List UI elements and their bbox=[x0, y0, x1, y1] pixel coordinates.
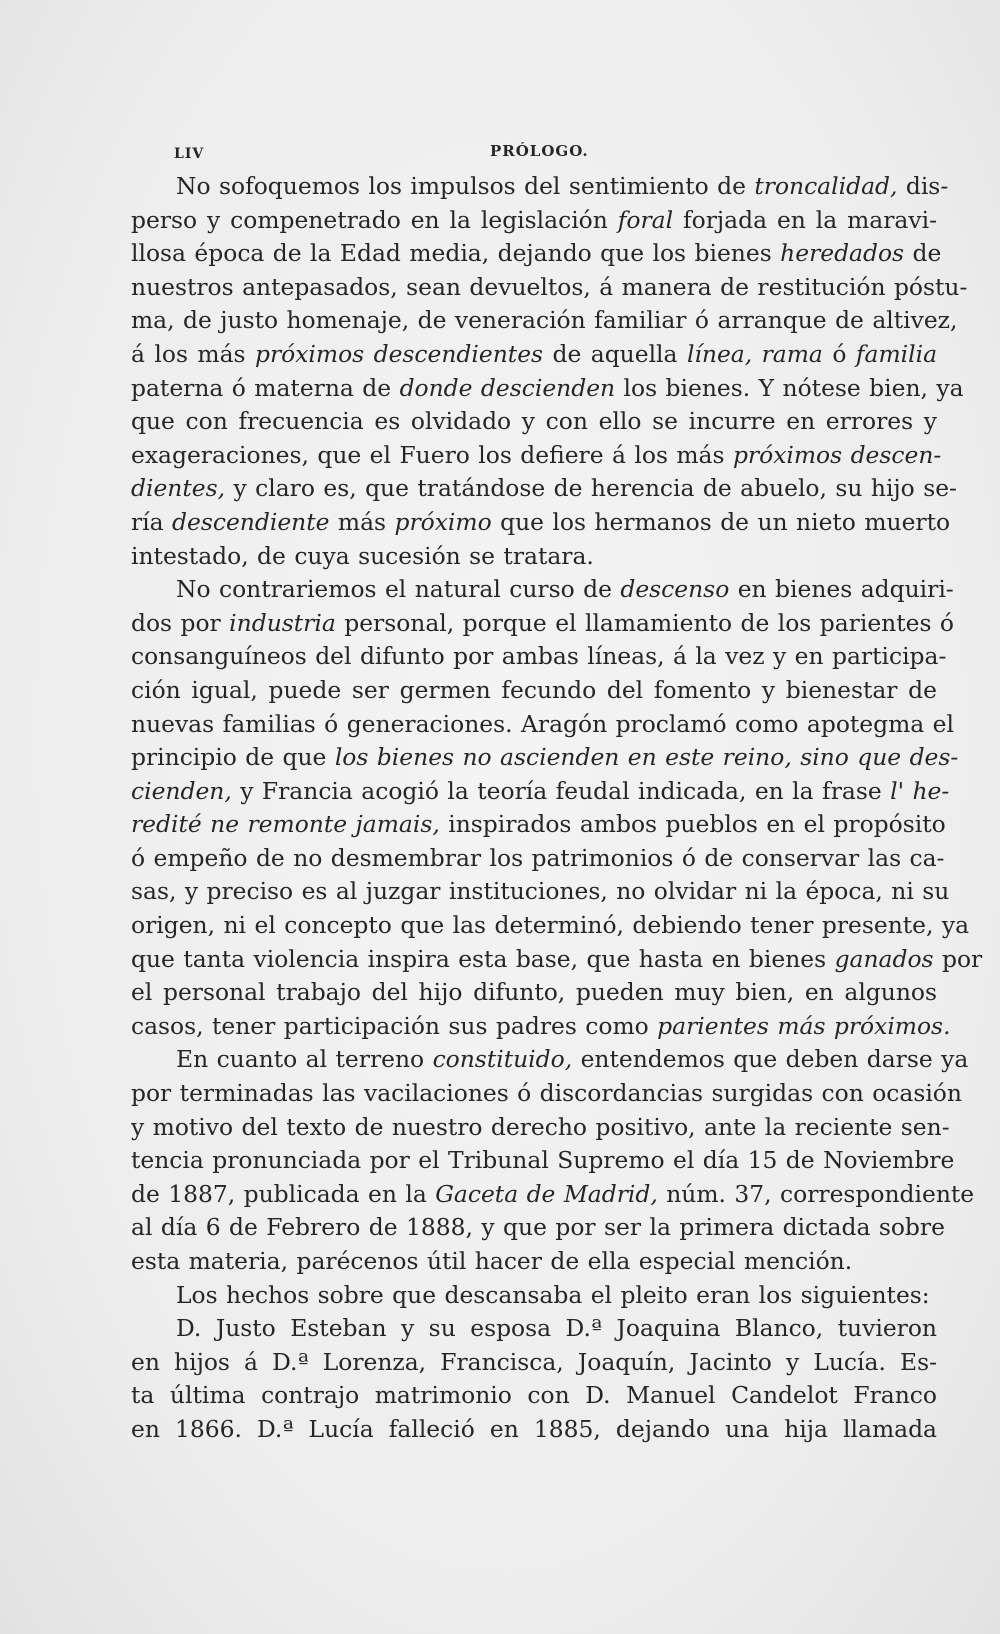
text-span: casos, tener participación sus padres como bbox=[131, 1011, 658, 1040]
italic-span: familia bbox=[855, 339, 938, 368]
text-span: que tanta violencia inspira esta base, que hasta en bienes bbox=[131, 944, 835, 973]
italic-span: próximos descen- bbox=[732, 440, 942, 469]
text-span: nuestros antepasados, sean devueltos, á manera de restitución póstu- bbox=[131, 272, 968, 301]
text-span: ma, de justo homenaje, de veneración familiar ó arranque de altivez, bbox=[131, 306, 958, 335]
body-text bbox=[131, 170, 983, 1447]
text-span: ta última contrajo matrimonio con D. Manuel Candelot Franco bbox=[131, 1381, 937, 1410]
text-line bbox=[131, 1077, 962, 1111]
text-line bbox=[131, 506, 951, 540]
text-span: y motivo del texto de nuestro derecho positivo, ante la reciente sen- bbox=[131, 1112, 950, 1141]
text-line bbox=[131, 1111, 950, 1145]
text-span: En cuanto al terreno bbox=[176, 1045, 433, 1074]
text-span: de bbox=[904, 239, 942, 268]
italic-span: foral bbox=[617, 205, 674, 234]
text-span: á los más bbox=[131, 339, 255, 368]
text-span: dos por bbox=[131, 608, 230, 637]
italic-span: descenso bbox=[620, 575, 730, 604]
text-line bbox=[131, 540, 937, 574]
text-span: de aquella bbox=[543, 339, 687, 368]
text-span: nuevas familias ó generaciones. Aragón proclamó como apotegma el bbox=[131, 709, 955, 738]
text-span: inspirados ambos pueblos en el propósito bbox=[439, 810, 946, 839]
running-head: PRÓLOGO. bbox=[490, 142, 589, 160]
text-line bbox=[131, 405, 937, 439]
text-line bbox=[131, 573, 954, 607]
text-line bbox=[131, 1043, 969, 1077]
text-line bbox=[131, 909, 970, 943]
text-span: y claro es, que tratándose de herencia de abuelo, su hijo se- bbox=[225, 474, 957, 503]
text-span: ría bbox=[131, 507, 173, 536]
text-span: ó bbox=[822, 339, 856, 368]
text-span: dis- bbox=[897, 172, 949, 200]
italic-span: troncalidad, bbox=[754, 172, 898, 200]
text-span: ción igual, puede ser germen fecundo del fomento y bienestar de bbox=[131, 675, 937, 704]
text-span: que los hermanos de un nieto muerto bbox=[491, 507, 951, 536]
text-line bbox=[131, 170, 949, 204]
text-span: en bienes adquiri- bbox=[729, 575, 954, 604]
text-span: esta materia, parécenos útil hacer de ella especial mención. bbox=[131, 1247, 853, 1275]
italic-span: próximos descendientes bbox=[254, 339, 544, 368]
text-line bbox=[131, 1413, 937, 1447]
italic-span: próximo bbox=[394, 507, 492, 536]
text-line bbox=[131, 1346, 937, 1380]
text-span: que con frecuencia es olvidado y con ello se incurre en errores y bbox=[131, 407, 937, 436]
text-span: en hijos á D.ª Lorenza, Francisca, Joaquín, Jacinto y Lucía. Es- bbox=[131, 1347, 937, 1376]
text-line bbox=[131, 439, 942, 473]
text-line bbox=[131, 842, 945, 876]
text-span: forjada en la maravi- bbox=[673, 205, 937, 234]
text-line bbox=[131, 1312, 937, 1346]
text-line bbox=[131, 1010, 951, 1044]
text-span: exageraciones, que el Fuero los defiere á los más bbox=[131, 440, 733, 469]
text-span: personal, porque el llamamiento de los parientes ó bbox=[335, 608, 954, 637]
text-line bbox=[131, 1245, 937, 1279]
page-number: LIV bbox=[174, 146, 205, 162]
text-line bbox=[131, 204, 937, 238]
text-line bbox=[131, 1144, 955, 1178]
text-span: entendemos que deben darse ya bbox=[572, 1045, 969, 1074]
text-line bbox=[131, 808, 946, 842]
italic-span: redité ne remonte jamais, bbox=[131, 810, 440, 839]
text-line bbox=[131, 741, 959, 775]
text-span: origen, ni el concepto que las determinó, debiendo tener presente, ya bbox=[131, 911, 970, 940]
text-span: por terminadas las vacilaciones ó discordancias surgidas con ocasión bbox=[131, 1079, 962, 1108]
italic-span: industria bbox=[229, 608, 336, 637]
italic-span: línea, rama bbox=[686, 339, 823, 368]
italic-span: cienden, bbox=[131, 776, 232, 805]
text-span: intestado, de cuya sucesión se tratara. bbox=[131, 541, 594, 570]
text-span: al día 6 de Febrero de 1888, y que por ser la primera dictada sobre bbox=[131, 1213, 945, 1242]
italic-span: l' he- bbox=[890, 776, 950, 805]
text-line bbox=[131, 640, 947, 674]
text-span: llosa época de la Edad media, dejando que los bienes bbox=[131, 239, 781, 268]
text-span: paterna ó materna de bbox=[131, 373, 400, 402]
text-span: en 1866. D.ª Lucía falleció en 1885, dejando una hija llamada bbox=[131, 1414, 937, 1443]
text-span: No contrariemos el natural curso de bbox=[176, 575, 621, 604]
text-span: perso y compenetrado en la legislación bbox=[131, 205, 618, 234]
text-span: el personal trabajo del hijo difunto, pueden muy bien, en algunos bbox=[131, 978, 937, 1007]
text-line bbox=[131, 607, 954, 641]
text-line bbox=[131, 976, 937, 1010]
text-line bbox=[131, 1211, 945, 1245]
italic-span: parientes más próximos. bbox=[657, 1011, 951, 1040]
page-header bbox=[140, 136, 940, 166]
text-span: No sofoquemos los impulsos del sentimiento de bbox=[176, 172, 755, 200]
italic-span: donde descienden bbox=[399, 373, 616, 402]
italic-span: ganados bbox=[834, 944, 934, 973]
text-span: de 1887, publicada en la bbox=[131, 1179, 436, 1208]
text-span: por bbox=[933, 944, 983, 973]
text-span: ó empeño de no desmembrar los patrimonios ó de conservar las ca- bbox=[131, 843, 945, 872]
text-span: D. Justo Esteban y su esposa D.ª Joaquina Blanco, tuvieron bbox=[176, 1314, 937, 1343]
italic-span: heredados bbox=[780, 239, 905, 268]
text-line bbox=[131, 237, 942, 271]
text-line bbox=[131, 1178, 975, 1212]
text-span: los bienes. Y nótese bien, ya bbox=[615, 373, 964, 402]
text-span: más bbox=[329, 507, 395, 536]
text-line bbox=[131, 674, 937, 708]
text-line bbox=[131, 271, 968, 305]
text-span: sas, y preciso es al juzgar instituciones, no olvidar ni la época, ni su bbox=[131, 877, 950, 906]
italic-span: dientes, bbox=[131, 474, 226, 503]
italic-span: Gaceta de Madrid, bbox=[435, 1179, 658, 1208]
italic-span: los bienes no ascienden en este reino, sino que des- bbox=[334, 743, 959, 772]
text-span: Los hechos sobre que descansaba el pleito eran los siguientes: bbox=[176, 1280, 930, 1309]
text-line bbox=[131, 1379, 937, 1413]
text-line bbox=[131, 472, 957, 506]
text-span: núm. 37, correspondiente bbox=[657, 1179, 975, 1208]
italic-span: descendiente bbox=[172, 507, 330, 536]
text-span: y Francia acogió la teoría feudal indicada, en la frase bbox=[231, 776, 891, 805]
text-span: principio de que bbox=[131, 743, 335, 772]
text-line bbox=[131, 775, 950, 809]
text-line bbox=[131, 943, 983, 977]
text-span: tencia pronunciada por el Tribunal Supremo el día 15 de Noviembre bbox=[131, 1146, 955, 1175]
text-span: consanguíneos del difunto por ambas líneas, á la vez y en participa- bbox=[131, 642, 947, 671]
text-line bbox=[131, 338, 937, 372]
text-line bbox=[131, 372, 964, 406]
text-line bbox=[131, 875, 950, 909]
text-line bbox=[131, 708, 955, 742]
text-line bbox=[131, 304, 958, 338]
italic-span: constituido, bbox=[432, 1045, 573, 1074]
text-line bbox=[131, 1279, 937, 1313]
